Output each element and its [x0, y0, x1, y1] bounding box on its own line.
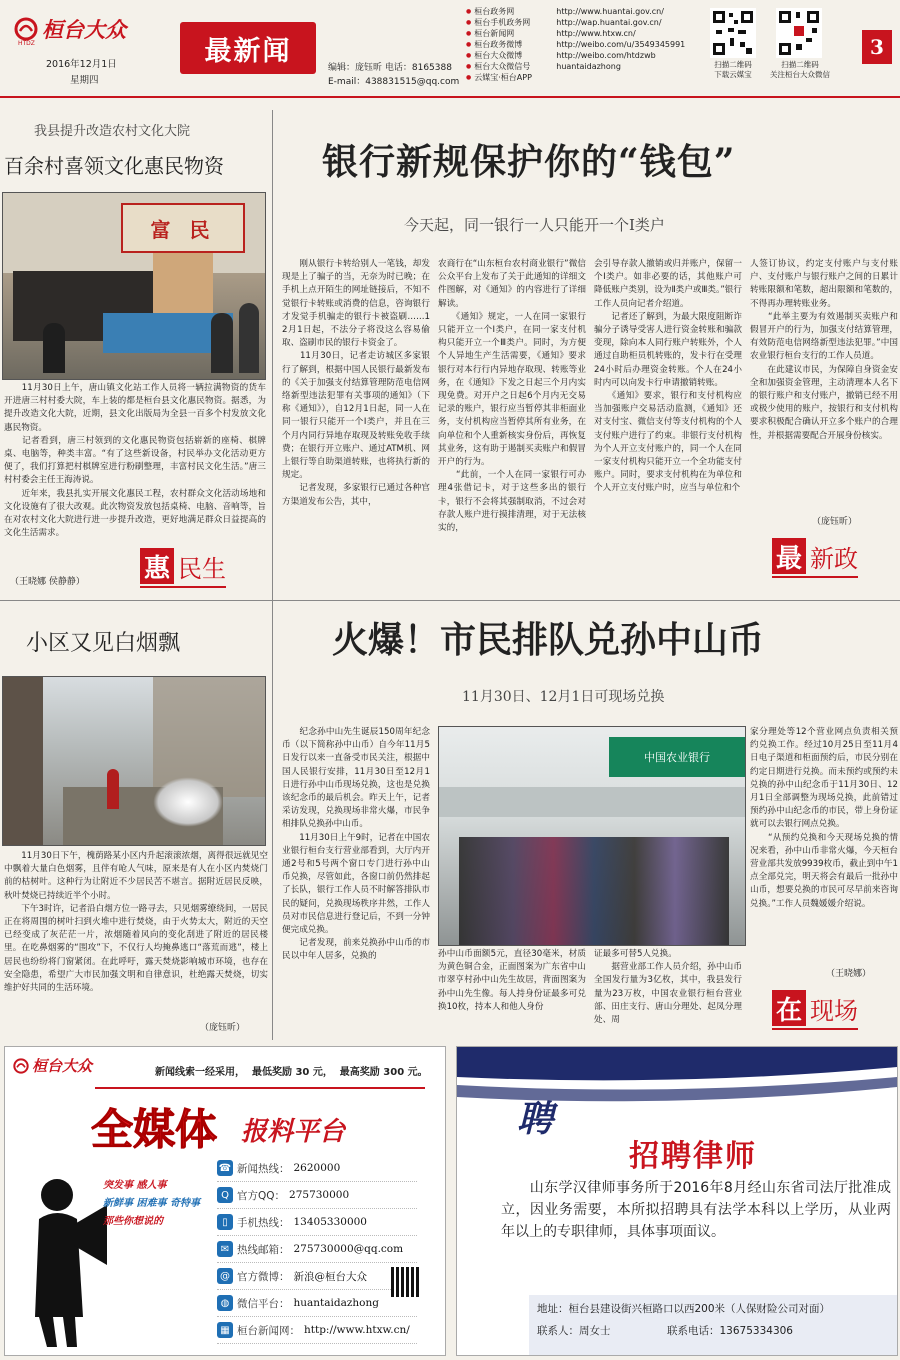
email-icon: ✉: [217, 1241, 233, 1257]
contact-label: 热线邮箱：: [237, 1243, 290, 1256]
section-divider: [0, 600, 900, 601]
story2-headline: 银行新规保护你的“钱包”: [322, 141, 736, 183]
ad2-footer: [529, 1295, 897, 1355]
ad1-contact-row: [217, 1155, 417, 1182]
story2-col2: 农商行在“山东桓台农村商业银行”微信公众平台上发布了关于此通知的详细文件图解，对《通知》的内容进行了详细解读。 《通知》规定，一人在同一家银行只能开立一个Ⅰ类户，在同一家支付机构只能开立一个Ⅲ类户。同时，为方便个人异地生产生活需要，《通知》要求银行对本行行内异地存取现、转账等业务，在《通知》下发之日起三个月内实现免费。对开户之日起6个月内无交易记录的账户，银行应当暂停其非柜面业务，支付机构应当暂停其所有业务，在向单位和个人重新核实身份后，再恢复其业务，这有助于遏制买卖账户和假冒开户的行为。 “此前，一个人在同一家银行可办理4张借记卡，对于这些多出的银行卡，银行不会将其强制取消，不过会对存款人账户进行摸排清理，对于无法核实的，: [438, 259, 586, 534]
contact-label: 微信平台：: [237, 1297, 290, 1310]
bullet-icon: ●: [466, 8, 472, 15]
ad-lawyer-recruit: [456, 1046, 898, 1356]
qr-code-download: [710, 8, 756, 58]
masthead: [0, 0, 900, 96]
story1-body: 11月30日上午，唐山镇文化站工作人员将一辆拉满物资的货车开进唐三村村委大院，车上装的都是桓台县文化惠民物资。据悉，为提升改造文化大院，近期，县文化出版局为全县一百多个村发放文化惠民物资。 记者看到，唐三村领到的文化惠民物资包括崭新的座椅、棋牌桌、电脑等，种类丰富。“有了这些新设备，村民举办文化活动更方便了，我们打算把村棋牌室进行粉刷整理，丰富村民文化生活。”唐三村村委会主任王海涛说。 近年来，我县扎实开展文化惠民工程，农村群众文化活动场地和文化设施有了很大改观。此次物资发放包括桌椅、电脑、音响等，旨在对农村文化大院进行进一步提升改造，更好地满足群众日益提高的文化生活需求。: [4, 383, 266, 539]
story1-kicker: 我县提升改造农村文化大院: [34, 124, 191, 139]
qr-caption-wechat: 扫描二维码 关注桓台大众微信: [770, 60, 830, 79]
media-value[interactable]: huantaidazhong: [556, 62, 621, 71]
story4-col4: 家分理处等12个营业网点负责相关预约兑换工作。经过10月25日至11月4日电子渠道和柜面预约后，市民分别在约定日期进行兑换。而未预约或预约未兑换的孙中山纪念币于11月30日、12月1日全部调整为现场兑换，此前错过预约孙中山纪念币的市民，带上身份证就可以去银行网点兑换。 “从预约兑换和今天现场兑换的情况来看，孙中山币非常火爆，今天桓台营业部共发放9939枚币，截止到中午1点全部兑完，明天将会有最后一批孙中山币，想要兑换的市民可尽早前来咨询兑换。”工作人员魏媛媛介绍说。: [750, 727, 898, 909]
ad1-slogan: 那些你想说的: [103, 1216, 163, 1227]
media-name: 桓台政务网: [474, 7, 515, 16]
phone-icon: ☎: [217, 1160, 233, 1176]
contact-value[interactable]: 新浪@桓台大众: [293, 1270, 367, 1283]
story1-photo: [2, 192, 266, 380]
ad2-title: 招聘律师: [629, 1139, 757, 1174]
bullet-icon: ●: [466, 63, 472, 70]
ad2-phone: 联系电话：13675334306: [667, 1325, 793, 1337]
story3-body: 11月30日下午，槐荫路某小区内升起滚滚浓烟，离得很远就见空中飘着大量白色烟雾，且伴有呛人气味，原来是有人在小区内焚烧门前的枯树叶。这种行为让附近不少居民苦不堪言。据附近居民反映，秋叶焚烧已持续近半个小时。 下午3时许，记者沿白烟方位一路寻去，只见烟雾缭绕间，一居民正在将周围的树叶扫到火堆中进行焚烧，由于火势太大，附近的天空已经变成了灰茫茫一片，浓烟随着风向的变化刮进了附近的居民楼里。在吃鼻烟雾的“围攻”下，不仅行人均掩鼻逃口“落荒而逃”，楼上居民也纷纷将门窗紧闭。在此呼吁，露天焚烧影响城市环境，也存在安全隐患，希望广大市民加强文明和自律意识，杜绝露天焚烧，切实维护好共同的生活环境。: [4, 851, 268, 994]
section-title: 最新闻: [204, 35, 292, 67]
media-value[interactable]: http://weibo.com/u/3549345991: [556, 40, 686, 49]
story1-byline: （王晓娜 侯静静）: [10, 577, 85, 587]
issue-weekday: 星期四: [70, 75, 99, 86]
page-number: 3: [870, 35, 884, 59]
media-list-item: [466, 50, 706, 61]
story4-subhead: 11月30日、12月1日可现场兑换: [462, 689, 665, 705]
media-list-item: [466, 28, 706, 39]
contact-value[interactable]: 2620000: [293, 1162, 341, 1174]
media-value[interactable]: http://www.htxw.cn/: [556, 29, 636, 38]
weibo-icon: @: [217, 1268, 233, 1284]
contact-value[interactable]: http://www.htxw.cn/: [304, 1324, 410, 1336]
photo-sign-text: 富 民: [150, 217, 216, 242]
photo-sign-text: 中国农业银行: [644, 751, 710, 764]
media-name: 桓台手机政务网: [474, 18, 531, 27]
ad1-title-sub: 报料平台: [241, 1117, 346, 1147]
badge-text: 民生: [178, 554, 226, 583]
logo-sub: HTDZ: [18, 40, 35, 47]
ad1-qr-code: [391, 1267, 421, 1297]
media-name: 桓台新闻网: [474, 29, 515, 38]
story4-col1: 纪念孙中山先生诞辰150周年纪念币（以下简称孙中山币）自今年11月5日发行以来一直备受市民关注，根据中国人民银行安排，11月30日至12月1日进行孙中山币现场兑换，这也是兑换该纪念币的最后机会。昨天上午，记者采访发现，兑换现场非常火爆，市民争相排队兑换孙中山币。 11月30日上午9时，记者在中国农业银行桓台支行营业部看到，大厅内开通2号和5号两个窗口专门进行孙中山币兑换，尽管如此，各窗口前仍然排起了长队，银行工作人员不时解答排队市民的疑问，兑换现场秩序井然，工作人员对市民信息进行登记后，不到一分钟便完成兑换。 记者发现，前来兑换孙中山币的市民以中年人居多，兑换的: [282, 727, 430, 962]
contact-value[interactable]: 13405330000: [293, 1216, 367, 1228]
megaphone-figure-icon: [17, 1167, 109, 1347]
logo-emblem-icon: [14, 17, 38, 41]
media-name: 桓台大众微信号: [474, 62, 531, 71]
logo-text: 桓台大众: [42, 17, 126, 42]
ad1-slogan: 突发事 感人事: [103, 1180, 167, 1191]
media-value[interactable]: http://www.huantai.gov.cn/: [556, 7, 664, 16]
qr-code-wechat: [776, 8, 822, 58]
contact-value[interactable]: 275730000@qq.com: [293, 1243, 404, 1255]
bullet-icon: ●: [466, 74, 472, 81]
story1-headline: 百余村喜领文化惠民物资: [4, 154, 224, 178]
story2-byline: （庞钰昕）: [812, 517, 858, 527]
contact-label: 官方QQ：: [237, 1189, 286, 1202]
ad1-top-note: 新闻线索一经采用， 最低奖励 30 元， 最高奖励 300 元。: [155, 1067, 428, 1078]
ad1-title-main: 全媒体: [91, 1105, 218, 1154]
media-value[interactable]: http://weibo.com/htdzwb: [556, 51, 656, 60]
web-icon: ▦: [217, 1322, 233, 1338]
ad2-address: 地址：桓台县建设街兴桓路口以西200米（人保财险公司对面）: [537, 1303, 831, 1315]
story2-col3: 会引导存款人撤销或归并账户，保留一个Ⅰ类户。如非必要的话，其他账户可降低账户类别，设为Ⅱ类户或Ⅲ类。”银行工作人员向记者介绍道。 记者还了解到，为最大限度阻断诈骗分子诱导受害人进行资金转账和骗款变现，除向本人同行账户转账外，个人通过自助柜员机转账的，发卡行在受理24小时后办理资金转账。个人在24小时内可以向发卡行申请撤销转账。 《通知》要求，银行和支付机构应当加强账户交易活动监测，《通知》还对支付宝、微信支付等支付机构的个人支付账户进行了约束。非银行支付机构为个人开立支付账户的，同一个人在同一家支付机构只能开立一个全功能支付账户。同时，要求支付机构在为单位和个人开立支付账户时，应当与单位和个: [594, 259, 742, 494]
badge-text: 新政: [810, 544, 858, 573]
media-list-item: [466, 17, 706, 28]
bullet-icon: ●: [466, 19, 472, 26]
media-list-item: [466, 61, 706, 72]
story3-byline: （庞钰昕）: [200, 1023, 246, 1033]
story4-badge: [772, 990, 858, 1026]
ad2-body: 山东学汉律师事务所于2016年8月经山东省司法厅批准成立，因业务需要，本所拟招聘具有法学本科以上学历，从业两年以上的专职律师，具体事项面议。: [501, 1180, 891, 1240]
ad1-logo: 桓台大众: [13, 1055, 92, 1076]
story2-badge: [772, 538, 858, 574]
story4-photo: [438, 726, 746, 946]
qr-icon: [710, 8, 756, 58]
contact-label: 手机热线：: [237, 1216, 290, 1229]
masthead-divider: [0, 96, 900, 98]
story4-col3: 证最多可替5人兑换。 据营业部工作人员介绍，孙中山币全国发行量为3亿枚，其中，我县发行量为23万枚，中国农业银行桓台营业部、田庄支行、唐山分理处、起凤分理处、周: [594, 949, 742, 1026]
bullet-icon: ●: [466, 41, 472, 48]
story4-headline: 火爆！市民排队兑孙中山币: [332, 619, 765, 661]
mobile-icon: ▯: [217, 1214, 233, 1230]
badge-initial: 在: [772, 990, 806, 1026]
contact-label: 官方微博：: [237, 1270, 290, 1283]
badge-initial: 最: [772, 538, 806, 574]
qq-icon: Q: [217, 1187, 233, 1203]
badge-initial: 惠: [140, 548, 174, 584]
ad2-contact: 联系人：周女士: [537, 1325, 611, 1337]
wechat-icon: ◍: [217, 1295, 233, 1311]
ad1-slogans: [103, 1177, 213, 1231]
section-title-box: [180, 22, 316, 74]
bullet-icon: ●: [466, 52, 472, 59]
qr-caption-download: 扫描二维码 下载云媒宝: [714, 60, 752, 79]
story1-badge: [140, 548, 226, 584]
qr-icon: [776, 8, 822, 58]
left-column-divider: [272, 110, 273, 1040]
contact-label: 桓台新闻网：: [237, 1324, 300, 1337]
contact-value[interactable]: 275730000: [289, 1189, 350, 1201]
ad1-contact-row: [217, 1236, 417, 1263]
ad1-contact-row: [217, 1290, 417, 1317]
media-list-item: [466, 72, 706, 83]
badge-text: 现场: [810, 996, 858, 1025]
issue-date: 2016年12月1日: [46, 59, 117, 70]
email-line: E-mail：438831515@qq.com: [328, 77, 460, 87]
story3-photo: [2, 676, 266, 846]
ad1-contact-row: [217, 1263, 417, 1290]
story2-col4: 人签订协议，约定支付账户与支付账户、支付账户与银行账户之间的日累计转账限额和笔数，超出限额和笔数的，不得再办理转账业务。 “此举主要为有效遏制买卖账户和假冒开户的行为，加强支付结算管理，有效防范电信网络新型违法犯罪。”中国农业银行桓台支行的工作人员道。 在此建议市民，为保障自身资金安全和加强资金管理，主动清理本人名下的银行账户和支付账户，撤销已经不用或极少使用的账户，按银行和支付机构要求积极配合确认开立多个账户的合理性，并根据需要配合开展身份核实。: [750, 259, 898, 441]
story4-col2: 孙中山币面额5元，直径30毫米，材质为黄色铜合金，正面图案为广东省中山市翠亨村孙中山先生故居，背面图案为孙中山先生像。每人持身份证最多可兑换10枚，持本人和他人身份: [438, 949, 586, 1012]
ad-tip-platform: [4, 1046, 446, 1356]
media-list: [466, 6, 706, 83]
media-name: 桓台政务微博: [474, 40, 523, 49]
contact-label: 新闻热线：: [237, 1162, 290, 1175]
media-name: 云媒宝·桓台APP: [474, 73, 532, 82]
story2-col1: 刚从银行卡转给别人一笔钱，却发现是上了骗子的当，无奈为时已晚；在手机上点开陌生的网址链接后，不知不觉银行卡转账或消费的信息，咨询银行才发觉手机骗走的银行卡被盗刷……12月1日起，不法分子将没这么容易偷取、盗刷市民的银行卡资金了。 11月30日，记者走访城区多家银行了解到，根据中国人民银行最新发布的《关于加强支付结算管理防范电信网络新型违法犯罪有关事项的通知》（下称《通知》），自12月1日起，同一人在同一银行只能开一个Ⅰ类户，并且在三个月内同行异地存取现及转账免收手续费；在银行开立账户、通过ATM机、网上银行等自助渠道转账，也将执行新的规定。 记者发现，多家银行已通过各种官方渠道发布公告，其中，: [282, 259, 430, 507]
ad1-contact-row: [217, 1209, 417, 1236]
story3-headline: 小区又见白烟飘: [26, 631, 181, 656]
ad2-glyph: 聘: [517, 1098, 554, 1140]
media-list-item: [466, 39, 706, 50]
media-value[interactable]: http://wap.huantai.gov.cn/: [556, 18, 662, 27]
editor-line: 编辑：庞钰昕 电话：8165388: [328, 63, 452, 73]
ad1-slogan: 新鲜事 困难事 奇特事: [103, 1198, 200, 1209]
logo-emblem-icon: [13, 1058, 29, 1074]
ad1-contacts: [217, 1155, 417, 1344]
ad1-contact-row: [217, 1182, 417, 1209]
media-name: 桓台大众微博: [474, 51, 523, 60]
ad1-contact-row: [217, 1317, 417, 1344]
story2-subhead: 今天起，同一银行一人只能开一个Ⅰ类户: [404, 216, 665, 234]
story4-byline: （王晓娜）: [826, 969, 872, 979]
bullet-icon: ●: [466, 30, 472, 37]
media-list-item: [466, 6, 706, 17]
contact-value[interactable]: huantaidazhong: [293, 1297, 379, 1309]
page-number-box: [862, 30, 892, 64]
